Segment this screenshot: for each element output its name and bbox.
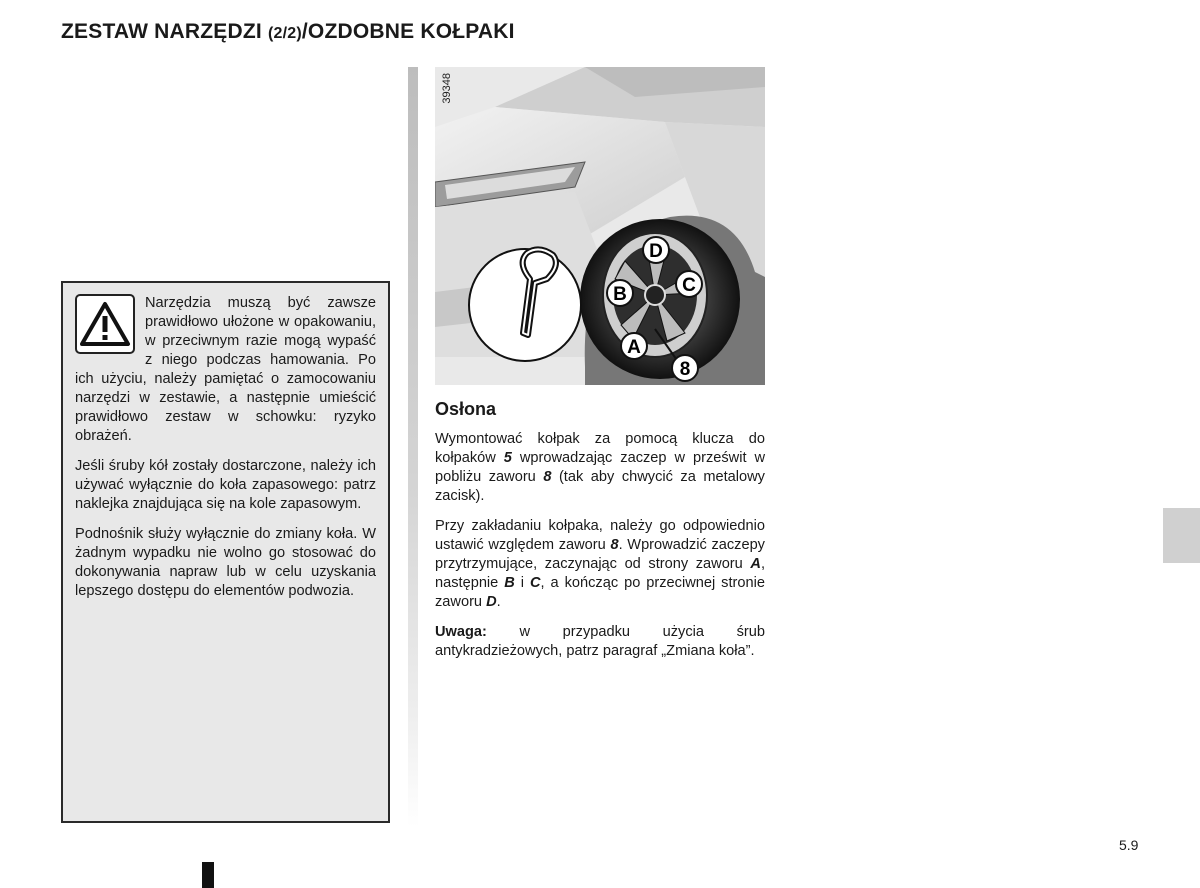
warning-box (61, 281, 390, 823)
figure-number: 39348 (441, 73, 453, 104)
callout-c: C (682, 275, 696, 296)
callout-a: A (627, 337, 641, 358)
title-page-counter: (2/2) (267, 25, 302, 42)
page-number: 5.9 (1119, 837, 1139, 853)
title-text-2: /OZDOBNE KOŁPAKI (301, 20, 515, 43)
cover-section (435, 398, 765, 672)
callout-d: D (649, 241, 663, 262)
warning-paragraph-2: Jeśli śruby kół zostały dostarczone, należy ich używać wyłącznie do koła zapasowego: patrz naklejka znajdująca się na kole zapasowym. (75, 458, 376, 512)
page-title (61, 20, 515, 44)
callout-8: 8 (679, 359, 691, 380)
section-paragraph-1: Wymontować kołpak za pomocą klucza do kołpaków 5 wprowadzając zaczep w prześwit w pobliżu zaworu 8 (tak aby chwycić za metalowy zacisk). (435, 431, 765, 504)
warning-triangle-icon (75, 294, 135, 354)
section-note: Uwaga: w przypadku użycia śrub antykradzieżowych, patrz paragraf „Zmiana koła”. (435, 624, 765, 659)
warning-paragraph-3: Podnośnik służy wyłącznie do zmiany koła. W żadnym wypadku nie wolno go stosować do dokonywania napraw lub w celu uzyskania lepszego dostępu do elementów podwozia. (75, 526, 376, 599)
warning-paragraph-1: Narzędzia muszą być zawsze prawidłowo ułożone w opakowaniu, w przeciwnym razie mogą wypaść z niego podczas hamowania. Po ich użyciu, należy pamiętać o zamocowaniu narzędzi w zestawie, a następnie umieścić prawidłowo zestaw w schowku: ryzyko obrażeń. (75, 295, 376, 444)
callout-b: B (613, 284, 627, 305)
section-paragraph-2: Przy zakładaniu kołpaka, należy go odpowiednio ustawić względem zaworu 8. Wprowadzić zaczepy przytrzymujące, zaczynając od strony zaworu A, następnie B i C, a kończąc po przeciwnej stronie zaworu D. (435, 518, 765, 610)
section-heading: Osłona (435, 399, 497, 419)
column-divider (408, 67, 418, 827)
title-text: ZESTAW NARZĘDZI (61, 20, 268, 43)
wheel-cover-illustration (435, 67, 765, 385)
print-mark (202, 862, 214, 888)
chapter-tab (1163, 508, 1200, 563)
